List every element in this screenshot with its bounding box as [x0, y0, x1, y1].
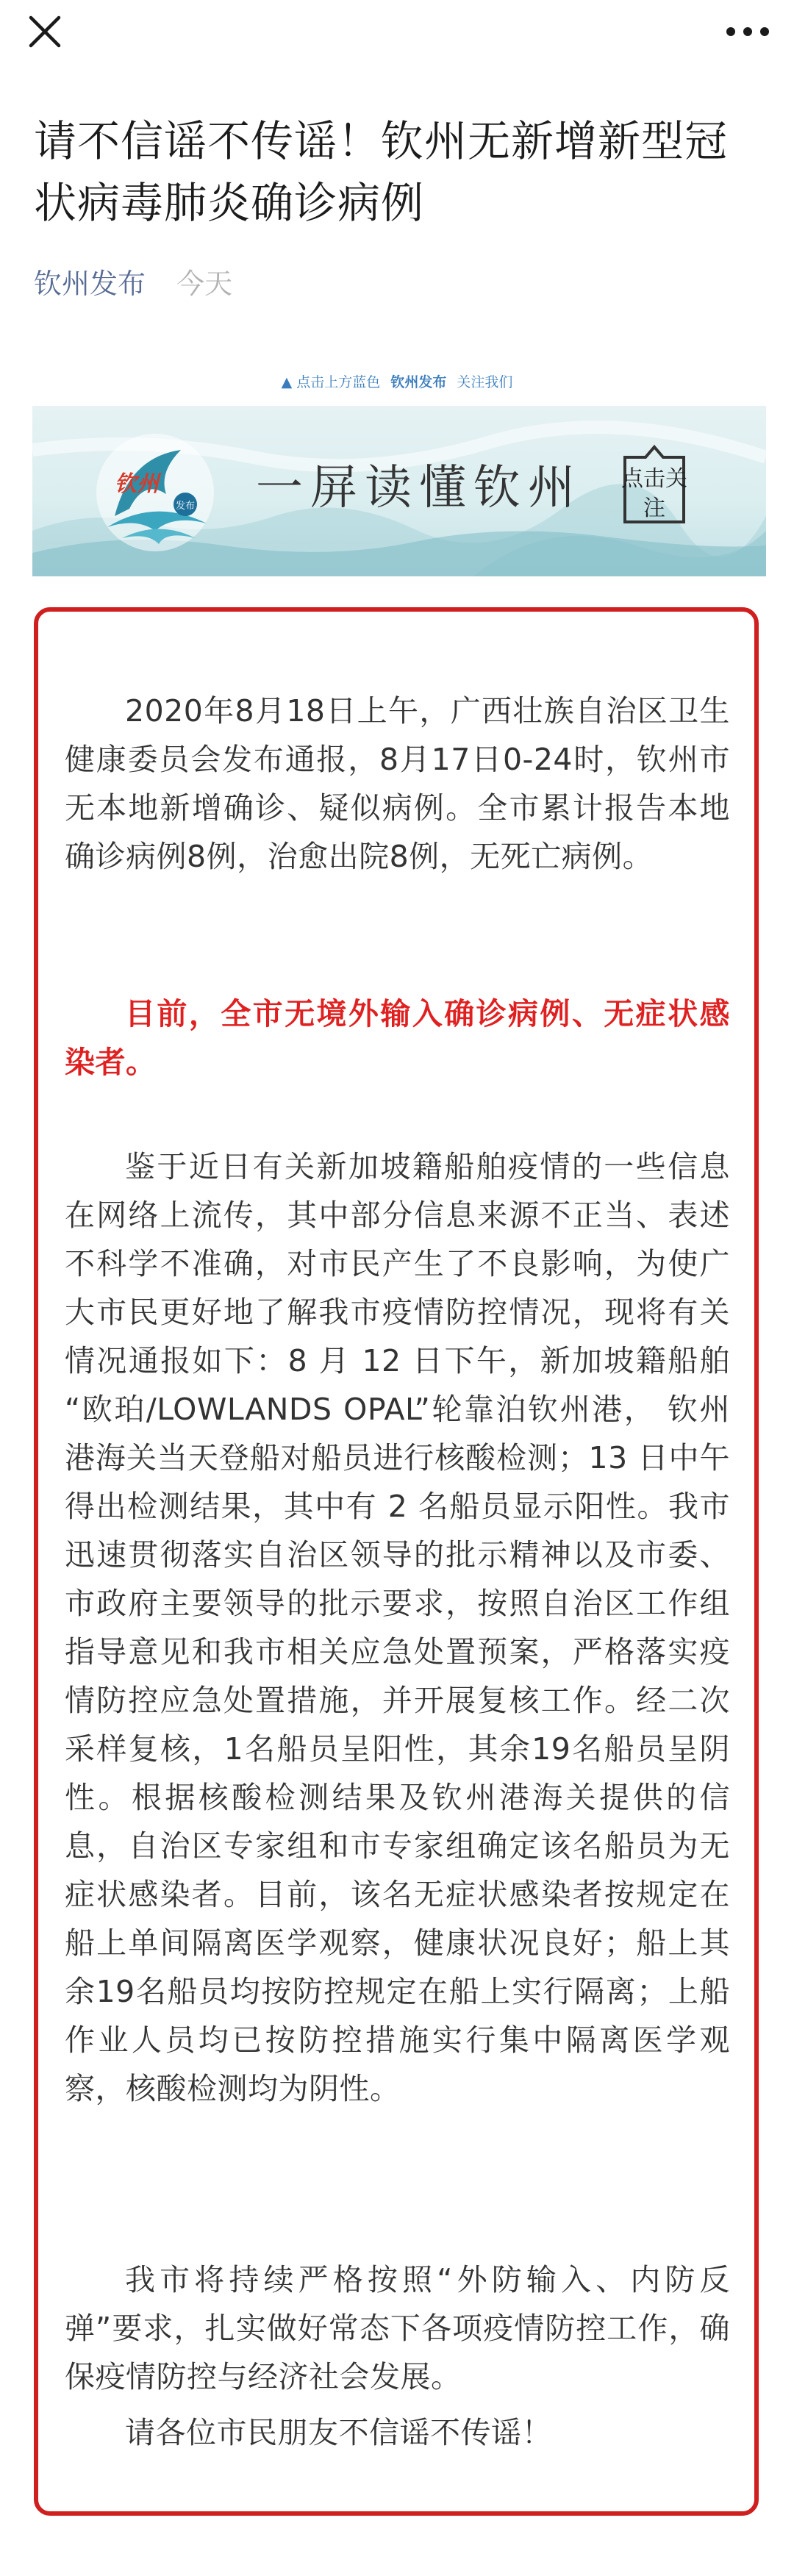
- follow-button[interactable]: 点击关注: [621, 466, 687, 521]
- top-nav-bar: [0, 0, 794, 63]
- account-name-link[interactable]: 钦州发布: [34, 268, 146, 300]
- follow-tip: [0, 372, 794, 393]
- more-icon[interactable]: [722, 15, 773, 49]
- article-title: 请不信谣不传谣！钦州无新增新型冠状病毒肺炎确诊病例: [34, 116, 729, 228]
- paragraph-report: 2020年8月18日上午，广西壮族自治区卫生健康委员会发布通报，8月17日0-24时，钦州市无本地新增确诊、疑似病例。全市累计报告本地确诊病例8例，治愈出院8例，无死亡病例。: [65, 693, 730, 874]
- follow-tip-account[interactable]: 钦州发布: [390, 374, 447, 390]
- publish-date: 今天: [176, 268, 233, 300]
- qinzhou-logo: [85, 428, 225, 557]
- paragraph-appeal: 请各位市民朋友不信谣不传谣！: [125, 2415, 552, 2450]
- follow-tip-prefix: ▲ 点击上方蓝色: [281, 374, 381, 390]
- close-icon[interactable]: [25, 12, 65, 51]
- article-content-box: [34, 607, 759, 2516]
- paragraph-commitment: 我市将持续严格按照“外防输入、内防反弹”要求，扎实做好常态下各项疫情防控工作，确保疫情防控与经济社会发展。: [65, 2262, 730, 2394]
- svg-text:发布: 发布: [175, 500, 196, 511]
- article-meta: [34, 262, 232, 306]
- banner-slogan: 一屏读懂钦州: [256, 461, 582, 515]
- svg-text:钦州: 钦州: [115, 472, 159, 496]
- paragraph-ship-case: 鉴于近日有关新加坡籍船舶疫情的一些信息在网络上流传，其中部分信息来源不正当、表述不科学不准确，对市民产生了不良影响，为使广大市民更好地了解我市疫情防控情况，现将有关情况通报如下：8 月 12 日下午，新加坡籍船舶 “欧珀/LOWLANDS OPAL”轮靠泊钦州港， 钦州港海关当天登船对船员进行核酸检测；13 日中午得出检测结果，其中有 2 名船员显示阳性。我市迅速贯彻落实自治区领导的批示精神以及市委、市政府主要领导的批示要求，按照自治区工作组指导意见和我市相关应急处置预案，严格落实疫情防控应急处置措施，并开展复核工作。经二次采样复核，1名船员呈阳性，其余19名船员呈阴性。根据核酸检测结果及钦州港海关提供的信息，自治区专家组和市专家组确定该名船员为无症状感染者。目前，该名无症状感染者按规定在船上单间隔离医学观察，健康状况良好；船上其余19名船员均按防控规定在船上实行隔离；上船作业人员均已按防控措施实行集中隔离医学观察，核酸检测均为阴性。: [65, 1149, 730, 2106]
- paragraph-highlight: 目前，全市无境外输入确诊病例、无症状感染者。: [65, 996, 730, 1080]
- header-banner: [32, 406, 766, 576]
- follow-tip-suffix: 关注我们: [457, 374, 513, 390]
